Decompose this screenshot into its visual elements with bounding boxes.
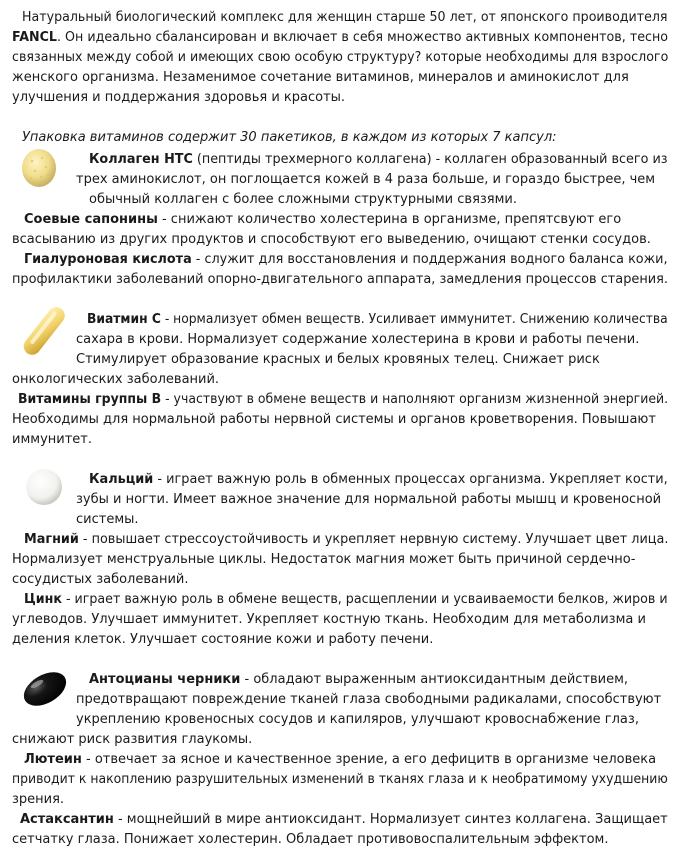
black-softgel-icon <box>20 666 70 712</box>
intro-line-5: улучшения и поддержания здоровья и красоты. <box>12 90 346 105</box>
zinc-line-1: Цинк - играет важную роль в обмене веществ, расщеплении и усваиваемости белков, жиров и <box>24 592 668 607</box>
zinc-line-3: деления клеток. Улучшает состояние кожи и работу печени. <box>12 632 434 647</box>
hyaluronic-line-2: профилактики заболеваний опорно-двигательного аппарата, замедления процессов старения. <box>12 272 669 287</box>
bilberry-line-2: предотвращают повреждение тканей глаза свободными радикалами, способствуют <box>76 692 662 707</box>
vitb-line-2: Необходимы для нормальной работы нервной системы и органов кроветворения. Повышают <box>12 412 656 427</box>
vitb-line-3: иммунитет. <box>12 432 92 447</box>
vitb-line-1: Витамины группы В - участвуют в обмене веществ и наполняют организм жизненной энергией. <box>18 392 669 407</box>
astaxanthin-line-2: сетчатку глаза. Понижает холестерин. Обладает противовоспалительным эффектом. <box>12 832 609 847</box>
white-tablet-icon <box>24 467 64 507</box>
collagen-line-3: обычный коллаген с более сложными структурными связями. <box>89 192 518 207</box>
calcium-line-3: системы. <box>76 512 139 527</box>
hyaluronic-line-1: Гиалуроновая кислота - служит для восстановления и поддержания водного баланса кожи, <box>24 252 668 267</box>
yellow-tablet-icon <box>20 147 58 189</box>
calcium-line-2: зубы и ногти. Имеет важное значение для нормальной работы мышц и кровеносной <box>76 492 662 507</box>
intro-line-4: женского организма. Незаменимое сочетание витаминов, минералов и аминокислот для <box>12 70 629 85</box>
soy-line-1: Соевые сапонины - снижают количество холестерина в организме, препятсвуют его <box>24 212 622 227</box>
collagen-line-2: трех аминокислот, он поглощается кожей в 4 раза больше, и гораздо быстрее, чем <box>76 172 656 187</box>
vitc-line-4: онкологических заболеваний. <box>12 372 220 387</box>
lutein-line-2: приводит к накоплению разрушительных изменений в тканях глаза и к необратимому ухудшению <box>12 772 668 787</box>
intro-line-2: FANCL. Он идеально сбалансирован и включает в себя множество активных компонентов, тесно <box>12 30 669 45</box>
intro-line-1: Натуральный биологический комплекс для женщин старше 50 лет, от японского проиводителя <box>22 10 668 25</box>
brand-name: FANCL <box>12 30 57 45</box>
zinc-line-2: углеводов. Улучшает иммунитет. Укрепляет костную ткань. Необходим для метаболизма и <box>12 612 646 627</box>
bilberry-line-4: снижают риск развития глаукомы. <box>12 732 253 747</box>
vitc-line-2: сахара в крови. Нормализует содержание холестерина в крови и работы печени. <box>76 332 640 347</box>
package-line: Упаковка витаминов содержит 30 пакетиков, в каждом из которых 7 капсул: <box>22 130 557 145</box>
softgel-capsule-icon <box>20 305 68 359</box>
astaxanthin-line-1: Астаксантин - мощнейший в мире антиоксидант. Нормализует синтез коллагена. Защищает <box>20 812 668 827</box>
bilberry-line-1: Антоцианы черники - обладают выраженным антиоксидантным действием, <box>89 672 629 687</box>
vitc-line-3: Стимулирует образование красных и белых кровяных телец. Снижает риск <box>76 352 600 367</box>
magnesium-line-2: Нормализует менструальные циклы. Недостаток магния может быть причиной сердечно- <box>12 552 636 567</box>
vitc-line-1: Виатмин С - нормализует обмен веществ. Усиливает иммунитет. Снижению количества <box>87 312 668 327</box>
magnesium-line-1: Магний - повышает стрессоустойчивость и укрепляет нервную систему. Улучшает цвет лица. <box>24 532 669 547</box>
soy-line-2: всасыванию из других продуктов и способствуют его выведению, очищают стенки сосудов. <box>12 232 651 247</box>
bilberry-line-3: укреплению кровеносных сосудов и капиляров, улучшают кровоснабжение глаз, <box>76 712 639 727</box>
lutein-line-3: зрения. <box>12 792 65 807</box>
collagen-line-1: Коллаген НТС (пептиды трехмерного коллагена) - коллаген образованный всего из <box>89 152 668 167</box>
intro-line-3: связанных между собой и имеющих свою особую структуру? которые необходимы для взрослого <box>12 50 669 65</box>
calcium-line-1: Кальций - играет важную роль в обменных процессах организма. Укрепляет кости, <box>89 472 668 487</box>
magnesium-line-3: сосудистых заболеваний. <box>12 572 189 587</box>
lutein-line-1: Лютеин - отвечает за ясное и качественное зрение, а его дефицитв в организме человека <box>24 752 657 767</box>
